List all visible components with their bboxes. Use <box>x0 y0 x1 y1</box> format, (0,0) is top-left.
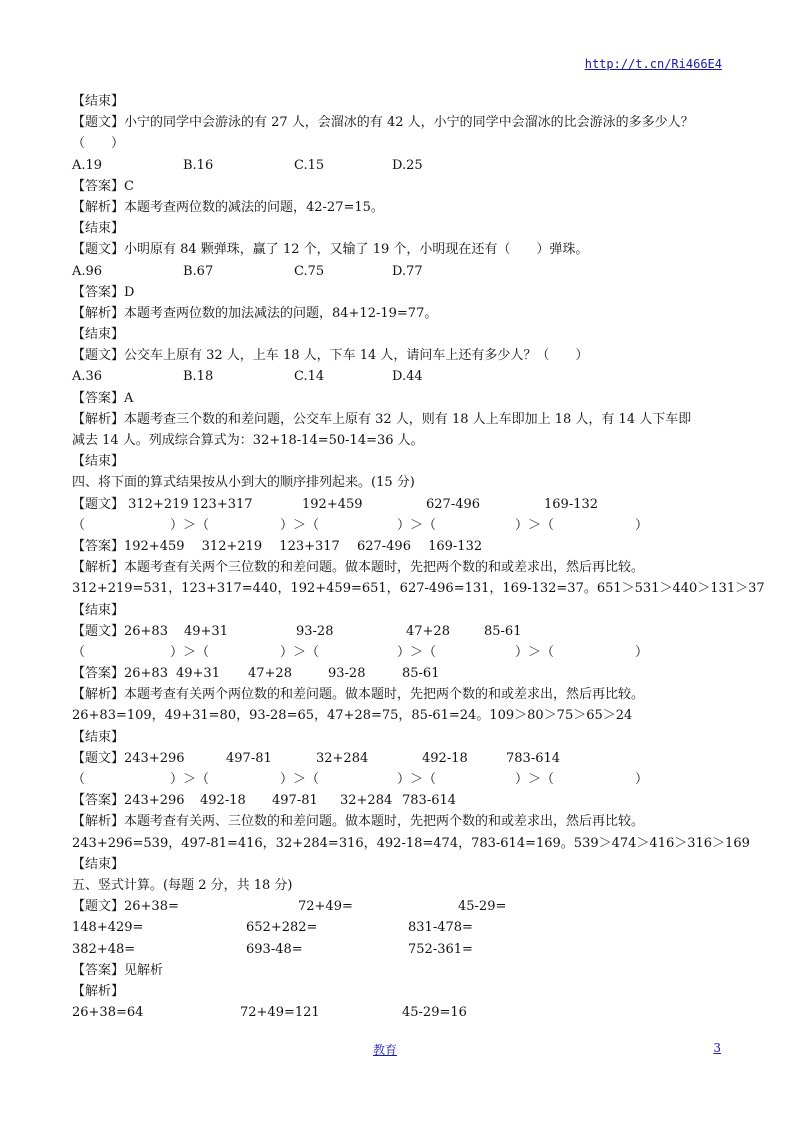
column-cell: 【答案】243+296 <box>72 793 185 809</box>
column-row <box>72 261 732 282</box>
column-cell: 32+284 <box>316 750 369 766</box>
column-cell: 【题文】26+83 <box>72 623 168 639</box>
column-cell: ）＞（ <box>170 772 210 787</box>
text-line: 【解析】本题考查两位数的减法的问题，42-27=15。 <box>72 199 384 215</box>
column-cell: ）＞（ <box>515 517 555 533</box>
text-line: 四、将下面的算式结果按从小到大的顺序排列起来。(15 分) <box>72 475 415 491</box>
column-row <box>72 939 732 960</box>
column-cell: 652+282= <box>246 920 318 936</box>
column-cell: 93-28 <box>328 666 366 682</box>
column-cell: ） <box>635 772 649 787</box>
column-cell: B.18 <box>183 369 214 385</box>
column-row <box>72 366 732 387</box>
column-cell: 783-614 <box>506 750 561 766</box>
column-cell: 783-614 <box>402 793 457 809</box>
column-cell: B.16 <box>183 157 214 173</box>
text-line: 【答案】A <box>72 390 134 406</box>
column-row <box>72 790 732 811</box>
column-cell: （ <box>72 772 86 787</box>
column-cell: 85-61 <box>484 623 522 639</box>
column-cell: D.44 <box>392 369 423 385</box>
column-cell: 26+38=64 <box>72 1005 144 1021</box>
column-cell: B.67 <box>183 263 214 279</box>
column-cell: ）＞（ <box>280 772 320 787</box>
column-cell: A.96 <box>72 263 103 279</box>
column-cell: ）＞（ <box>170 644 210 660</box>
text-line: 【答案】D <box>72 284 135 300</box>
column-cell: 【题文】26+38= <box>72 899 179 915</box>
column-cell: 492-18 <box>422 750 468 766</box>
column-cell: D.77 <box>392 263 423 279</box>
column-cell: ）＞（ <box>515 772 555 787</box>
column-cell: 72+49= <box>298 899 353 915</box>
column-cell: 72+49=121 <box>240 1005 320 1021</box>
column-cell: 93-28 <box>296 623 334 639</box>
text-line: 【答案】C <box>72 178 134 194</box>
column-cell: ）＞（ <box>397 517 437 533</box>
text-line: 【结束】 <box>72 729 125 745</box>
text-line: 26+83=109，49+31=80，93-28=65，47+28=75，85-61=24。109＞80＞75＞65＞24 <box>72 708 633 724</box>
column-cell: ）＞（ <box>397 644 437 660</box>
column-cell: 【题文】243+296 <box>72 750 185 766</box>
column-cell: ） <box>635 644 649 660</box>
text-line: 【结束】 <box>72 221 125 237</box>
column-row <box>72 642 732 663</box>
column-cell: 192+459 <box>302 496 363 512</box>
column-cell: 752-361= <box>408 941 473 957</box>
column-row <box>72 494 732 515</box>
column-row <box>72 515 732 536</box>
text-line: 312+219=531，123+317=440，192+459=651，627-496=131，169-132=37。651＞531＞440＞131＞37 <box>72 581 765 597</box>
column-cell: C.75 <box>294 263 325 279</box>
column-cell: A.19 <box>72 157 103 173</box>
column-cell: 45-29=16 <box>402 1005 467 1021</box>
column-cell: （ <box>72 517 86 533</box>
column-cell: 49+31 <box>184 623 228 639</box>
column-cell: ）＞（ <box>280 517 320 533</box>
column-row <box>72 769 732 790</box>
text-line: 【解析】本题考查两位数的加法减法的问题，84+12-19=77。 <box>72 305 438 321</box>
text-line: 【解析】本题考查有关两、三位数的和差问题。做本题时，先把两个数的和或差求出，然后再比较。 <box>72 814 645 830</box>
text-line: （ ） <box>72 136 125 152</box>
page-number: 3 <box>713 1041 721 1055</box>
text-line: 【结束】 <box>72 454 125 470</box>
column-cell: C.14 <box>294 369 325 385</box>
column-cell: ）＞（ <box>280 644 320 660</box>
column-cell: 693-48= <box>246 941 303 957</box>
column-cell: 123+317 <box>192 496 253 512</box>
column-cell: 【答案】26+83 <box>72 666 168 682</box>
text-line: 【解析】 <box>72 983 125 999</box>
column-row <box>72 896 732 917</box>
column-cell: 169-132 <box>544 496 599 512</box>
column-cell: D.25 <box>392 157 423 173</box>
column-row <box>72 663 732 684</box>
column-cell: 148+429= <box>72 920 144 936</box>
text-line: 【答案】见解析 <box>72 962 164 978</box>
column-cell: 382+48= <box>72 941 136 957</box>
text-line: 【结束】 <box>72 94 125 109</box>
text-line: 【结束】 <box>72 602 125 618</box>
column-cell: ）＞（ <box>170 517 210 533</box>
text-line: 【解析】本题考查有关两个三位数的和差问题。做本题时，先把两个数的和或差求出，然后再比较。 <box>72 560 645 576</box>
column-row <box>72 917 732 938</box>
column-cell: 492-18 <box>200 793 246 809</box>
column-cell: 32+284 <box>340 793 393 809</box>
header-link[interactable]: http://t.cn/Ri466E4 <box>584 57 722 71</box>
text-line: 【解析】本题考查三个数的和差问题，公交车上原有 32 人，则有 18 人上车即加上 18 人，有 14 人下车即 <box>72 411 692 427</box>
column-cell: 47+28 <box>248 666 292 682</box>
column-cell: 627-496 <box>426 496 481 512</box>
text-line: 减去 14 人。列成综合算式为：32+18-14=50-14=36 人。 <box>72 433 424 448</box>
column-row <box>72 748 732 769</box>
column-cell: C.15 <box>294 157 325 173</box>
text-line: 【题文】小宁的同学中会游泳的有 27 人，会溜冰的有 42 人，小宁的同学中会溜冰的比会游泳的多多少人？ <box>72 115 694 131</box>
column-cell: 497-81 <box>226 750 272 766</box>
column-cell: 49+31 <box>176 666 220 682</box>
column-cell: 497-81 <box>272 793 318 809</box>
text-line: 243+296=539，497-81=416，32+284=316，492-18=474，783-614=169。539＞474＞416＞316＞169 <box>72 835 750 851</box>
column-row <box>72 155 732 176</box>
column-cell: 85-61 <box>402 666 440 682</box>
column-cell: ） <box>635 517 649 533</box>
column-row <box>72 621 732 642</box>
text-line: 【题文】公交车上原有 32 人，上车 18 人，下车 14 人，请问车上还有多少人？（ ） <box>72 348 589 364</box>
column-cell: A.36 <box>72 369 103 385</box>
text-line: 【题文】小明原有 84 颗弹珠，赢了 12 个，又输了 19 个，小明现在还有（ ）弹珠。 <box>72 242 589 258</box>
column-row <box>72 1002 732 1023</box>
text-line: 【结束】 <box>72 856 125 872</box>
document-body <box>72 91 765 1023</box>
column-cell: 45-29= <box>458 899 507 915</box>
column-cell: （ <box>72 644 86 660</box>
text-line: 五、竖式计算。(每题 2 分，共 18 分) <box>72 877 293 893</box>
column-cell: 【题文】 312+219 <box>72 496 189 512</box>
column-cell: 47+28 <box>406 623 450 639</box>
column-cell: ）＞（ <box>397 772 437 787</box>
text-line: 【答案】192+459 312+219 123+317 627-496 169-132 <box>72 538 483 554</box>
footer-link[interactable]: 教育 <box>373 1043 398 1057</box>
column-cell: ）＞（ <box>515 644 555 660</box>
text-line: 【结束】 <box>72 327 125 343</box>
column-cell: 831-478= <box>408 920 473 936</box>
text-line: 【解析】本题考查有关两个两位数的和差问题。做本题时，先把两个数的和或差求出，然后再比较。 <box>72 687 645 703</box>
